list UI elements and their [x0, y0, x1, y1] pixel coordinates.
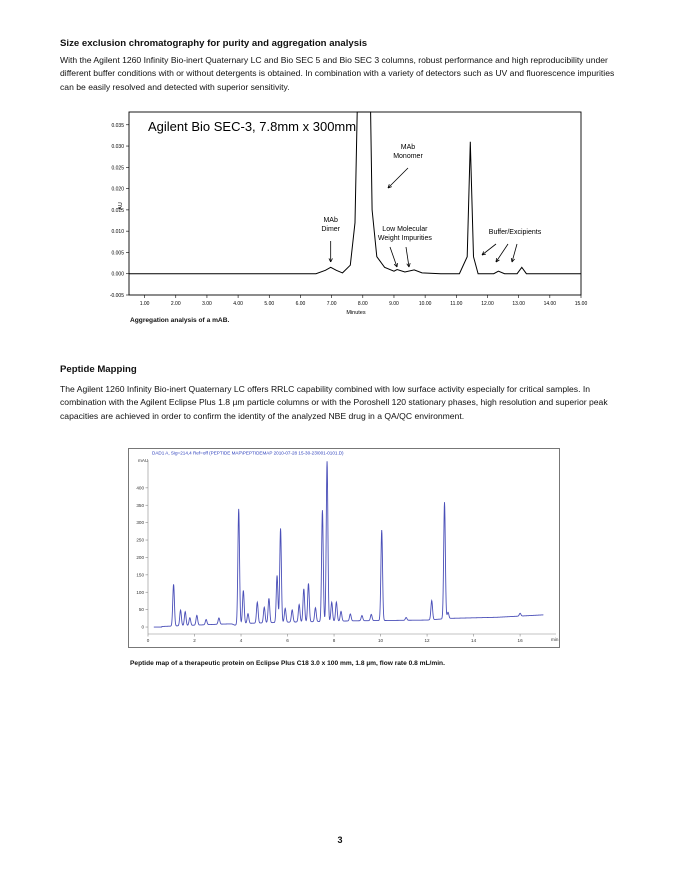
- peptide-x-tick-label: 4: [239, 638, 243, 643]
- sec-y-axis-label: AU: [118, 202, 124, 210]
- peptide-y-tick-label: 50: [138, 607, 144, 613]
- sec-x-tick-label: 3.00: [202, 301, 212, 307]
- section-paragraph-sec: With the Agilent 1260 Infinity Bio-inert Quaternary LC and Bio SEC 5 and Bio SEC 3 columns, robust performance and high reproducibility under different buffer conditions with or without detergents is obtained. In combination with a variety of detectors such as UV and fluorescence impurities can be easily resolved and detected with superior sensitivity.: [60, 55, 615, 92]
- sec-annotation-label: Buffer/Excipients: [488, 229, 542, 236]
- sec-x-tick-label: 13.00: [512, 301, 525, 307]
- sec-y-tick-label: 0.000: [111, 271, 124, 278]
- page-number: 3: [337, 835, 343, 845]
- peptide-map-chromatogram: [128, 448, 560, 648]
- sec-x-tick-label: 5.00: [264, 301, 275, 307]
- peptide-x-tick-label: 14: [471, 638, 477, 643]
- sec-x-tick-label: 12.00: [481, 301, 494, 307]
- peptide-x-tick-label: 6: [286, 638, 289, 643]
- annotation-arrow: [388, 168, 408, 188]
- annotation-arrow: [482, 244, 496, 255]
- peptide-y-tick-label: 150: [136, 572, 144, 578]
- sec-chromatogram: [109, 110, 588, 318]
- peptide-x-unit: min: [551, 637, 559, 642]
- peptide-chart-title: DAD1 A, Sig=214,4 Ref=off (PEPTIDE MAP\PEPTIDEMAP 2010-07-28 15-30-23\001-0101.D): [152, 450, 344, 456]
- sec-y-tick-label: 0.025: [111, 165, 124, 172]
- sec-x-tick-label: 11.00: [450, 301, 463, 307]
- sec-x-tick-label: 10.00: [418, 301, 432, 307]
- peptide-y-tick-label: 400: [136, 485, 144, 491]
- sec-figure-caption: Aggregation analysis of a mAB.: [130, 317, 230, 324]
- sec-x-tick-label: 4.00: [233, 301, 243, 307]
- sec-chart-title: Agilent Bio SEC-3, 7.8mm x 300mm: [148, 119, 357, 134]
- sec-annotation-label: Weight Impurities: [377, 235, 432, 242]
- peptide-x-tick-label: 10: [377, 638, 384, 643]
- peptide-y-tick-label: 200: [136, 555, 144, 561]
- sec-x-axis-label: Minutes: [346, 310, 366, 316]
- peptide-figure-caption: Peptide map of a therapeutic protein on Eclipse Plus C18 3.0 x 100 mm, 1.8 µm, flow rate 0.8 mL/min.: [130, 660, 445, 667]
- section-heading-sec: Size exclusion chromatography for purity and aggregation analysis: [60, 38, 368, 49]
- sec-y-tick-label: 0.005: [111, 250, 124, 257]
- sec-annotation-label: Dimer: [321, 226, 341, 233]
- sec-y-tick-label: 0.010: [111, 229, 124, 236]
- peptide-y-tick-label: 100: [136, 589, 144, 595]
- sec-x-tick-label: 1.00: [139, 301, 150, 307]
- sec-x-tick-label: 15.00: [574, 301, 588, 307]
- section-paragraph-peptide: The Agilent 1260 Infinity Bio-inert Quaternary LC offers RRLC capability combined with low surface activity especially for critical samples. In combination with the Agilent Eclipse Plus 1.8 µm particle columns or with the Poroshell 120 stationary phases, high resolution and superior peak capacities are achieved in order to confirm the identity of the analyzed NBE drug in a QA/QC environment.: [60, 384, 608, 421]
- peptide-x-tick-label: 8: [332, 638, 336, 643]
- sec-y-tick-label: 0.015: [111, 207, 124, 214]
- sec-y-tick-label: -0.005: [109, 293, 124, 299]
- sec-x-tick-label: 2.00: [170, 301, 181, 307]
- peptide-y-tick-label: 300: [136, 520, 144, 526]
- peptide-x-tick-label: 16: [517, 638, 523, 643]
- sec-annotation-label: MAb: [400, 144, 416, 151]
- sec-annotation-label: Monomer: [393, 153, 423, 160]
- sec-y-tick-label: 0.035: [111, 122, 124, 129]
- peptide-x-tick-label: 0: [146, 638, 150, 643]
- sec-x-tick-label: 7.00: [326, 301, 337, 307]
- peptide-y-tick-label: 250: [136, 537, 144, 543]
- sec-trace: [129, 112, 581, 274]
- annotation-arrow: [496, 244, 508, 262]
- sec-x-tick-label: 9.00: [389, 301, 399, 307]
- sec-y-tick-label: 0.030: [111, 144, 124, 151]
- sec-annotation-label: Low Molecular: [382, 226, 428, 233]
- peptide-y-unit: mAU: [138, 458, 149, 463]
- peptide-y-tick-label: 0: [141, 624, 144, 630]
- sec-y-tick-label: 0.020: [111, 186, 124, 193]
- sec-x-tick-label: 8.00: [357, 301, 368, 307]
- section-heading-peptide: Peptide Mapping: [60, 364, 137, 375]
- sec-annotation-label: MAb: [323, 217, 338, 224]
- annotation-arrow: [406, 247, 409, 267]
- sec-x-tick-label: 14.00: [543, 301, 557, 307]
- sec-x-tick-label: 6.00: [295, 301, 306, 307]
- peptide-y-tick-label: 350: [136, 502, 144, 508]
- annotation-arrow: [390, 247, 397, 267]
- peptide-x-tick-label: 12: [424, 638, 430, 643]
- peptide-x-tick-label: 2: [193, 638, 196, 643]
